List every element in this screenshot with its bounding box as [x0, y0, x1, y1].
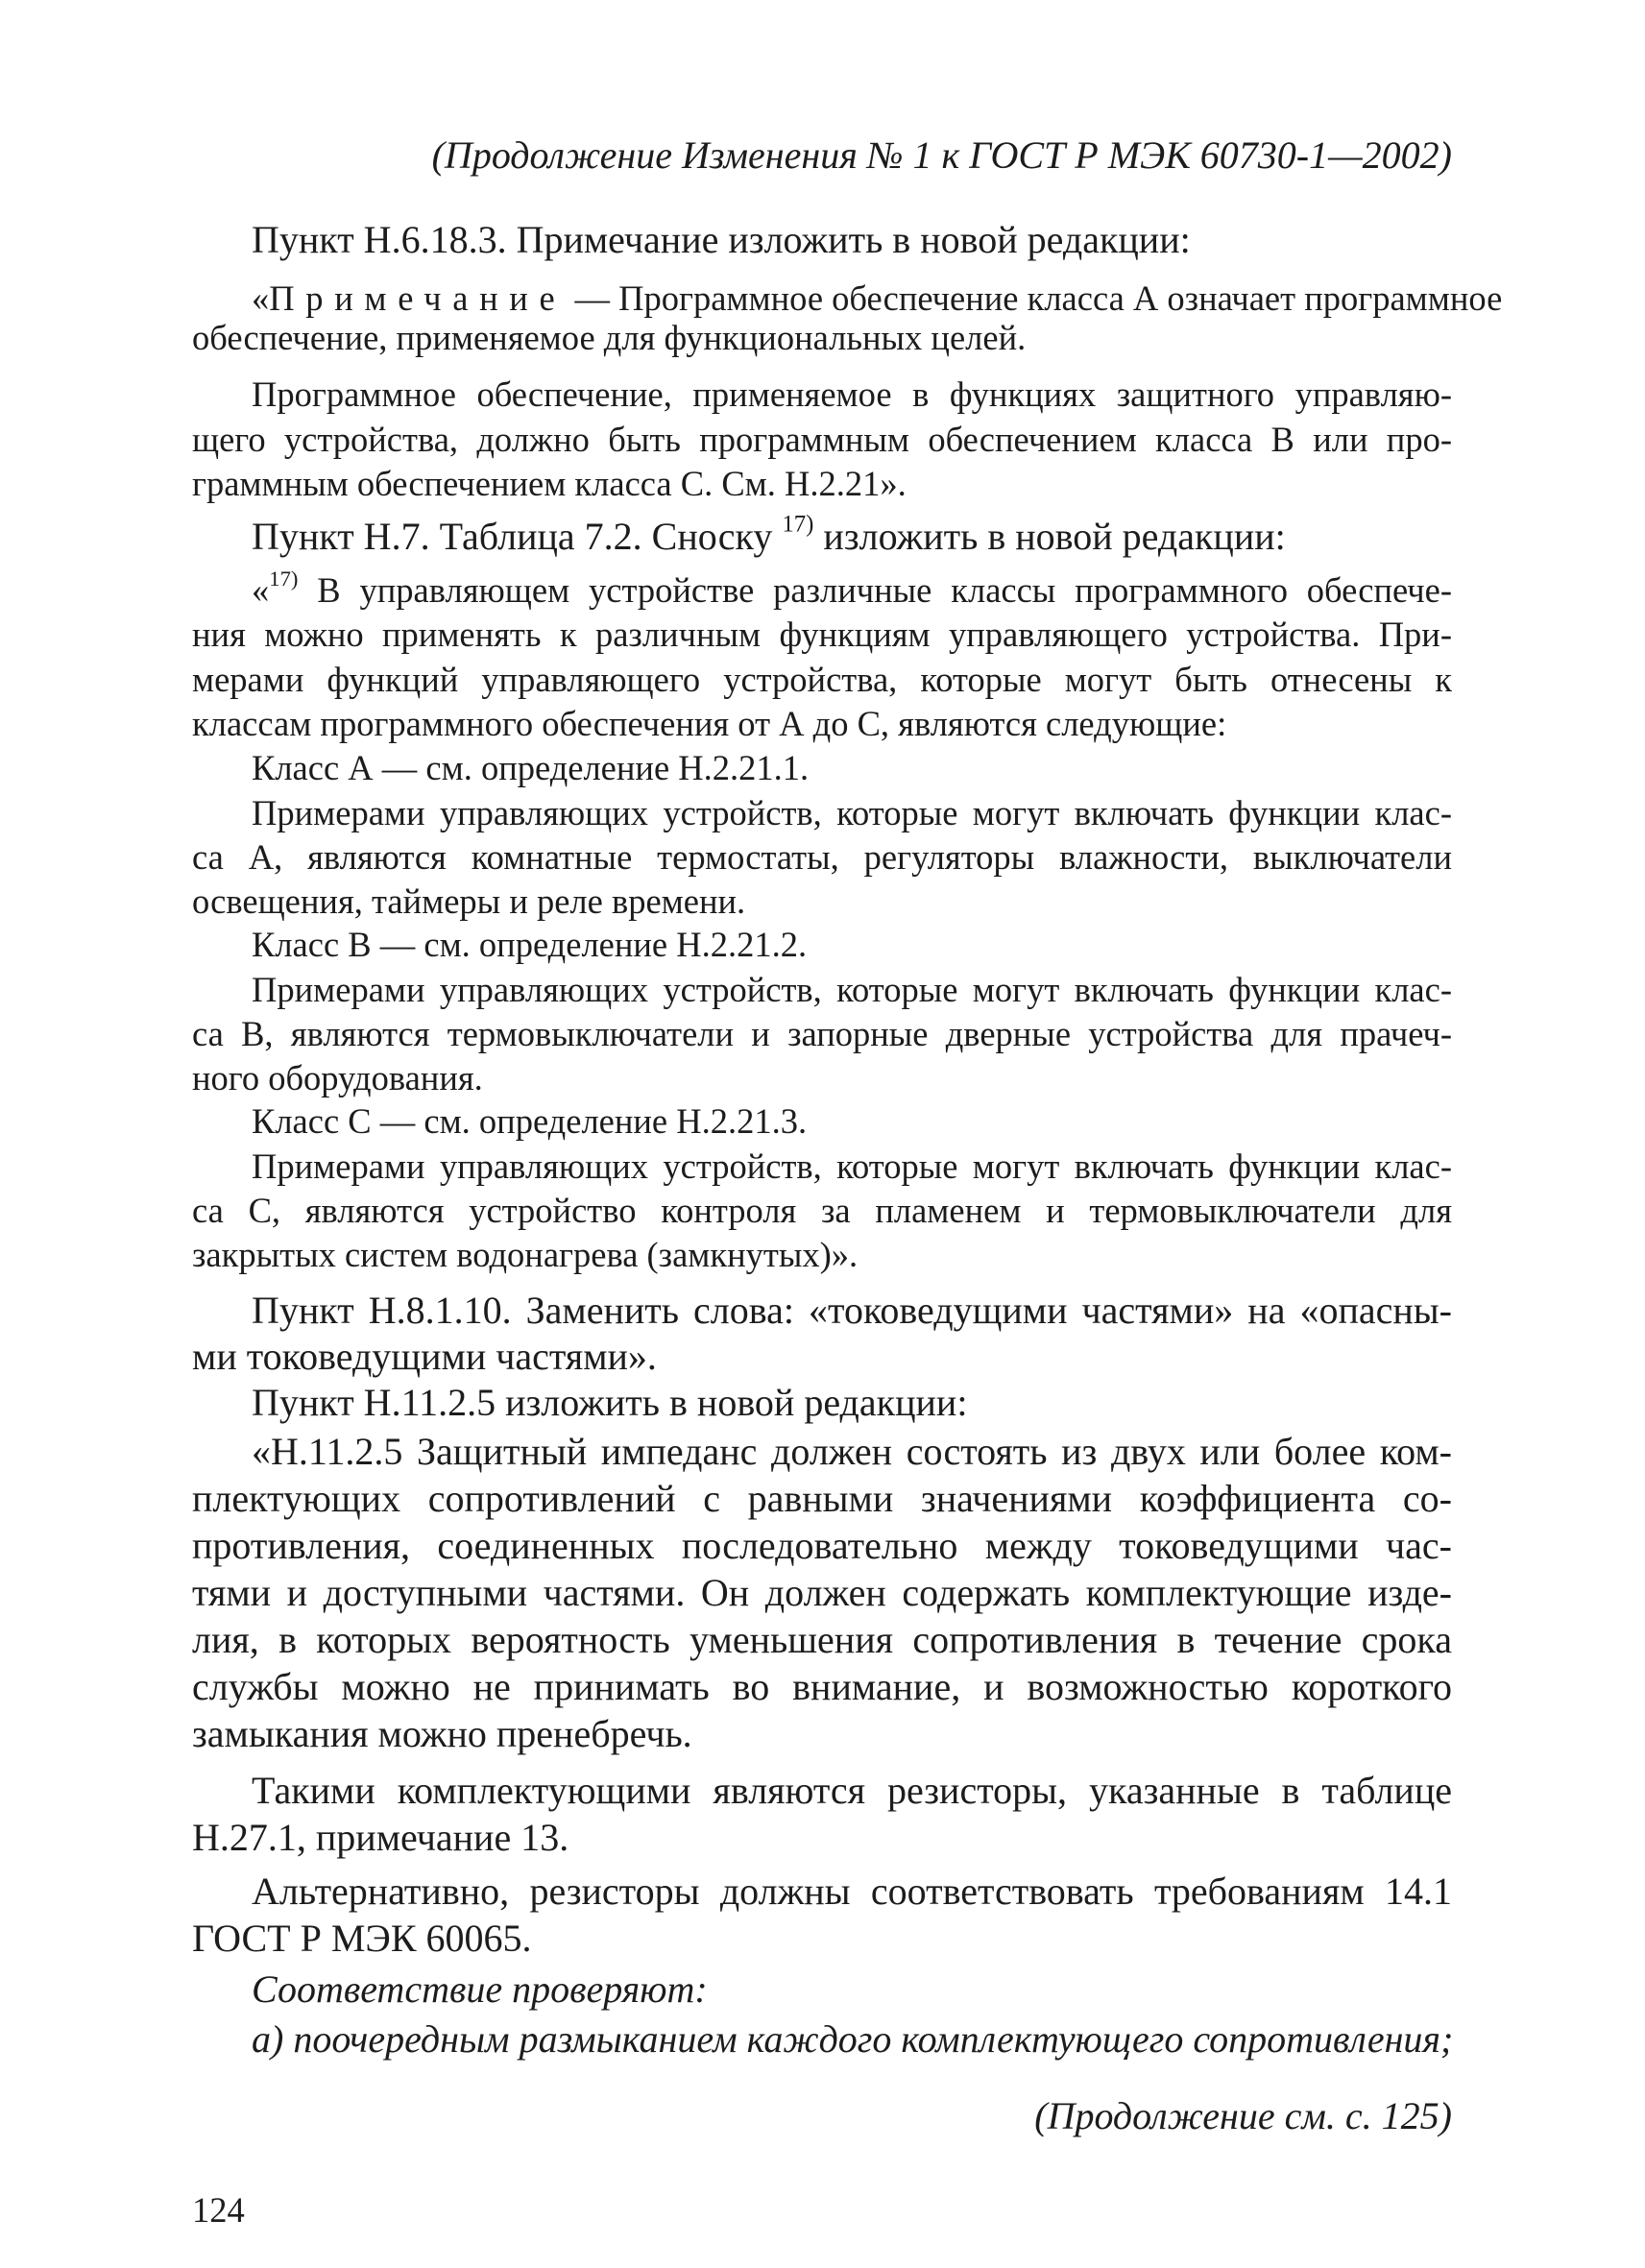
section-heading-h8-1-10: Пункт Н.8.1.10. Заменить слова: «токоведущими частями» на «опасны- [252, 1289, 1452, 1332]
section-heading-h11-2-5: Пункт Н.11.2.5 изложить в новой редакции: [252, 1381, 968, 1424]
footnote-text: В управляющем устройстве различные классы программного обеспече- [298, 570, 1452, 610]
paragraph-line: плектующих сопротивлений с равными значениями коэффициента со- [192, 1477, 1452, 1520]
paragraph-line: закрытых систем водонагрева (замкнутых)». [192, 1235, 859, 1274]
paragraph-line: ния можно применять к различным функциям управляющего устройства. При- [192, 615, 1452, 654]
paragraph-line: Примерами управляющих устройств, которые могут включать функции клас- [252, 970, 1452, 1009]
section-heading-h8-1-10-cont: ми токоведущими частями». [192, 1335, 657, 1378]
paragraph-line: Примерами управляющих устройств, которые могут включать функции клас- [252, 1146, 1452, 1186]
class-b-definition: Класс В — см. определение Н.2.21.2. [252, 925, 808, 964]
class-c-definition: Класс С — см. определение Н.2.21.3. [252, 1101, 808, 1141]
footnote-mark: 17) [782, 511, 814, 538]
continued-note: (Продолжение см. с. 125) [1034, 2094, 1452, 2137]
compliance-item-a: а) поочередным размыканием каждого комплектующего сопротивления; [252, 2017, 1454, 2061]
section-heading-h6-18-3: Пункт Н.6.18.3. Примечание изложить в новой редакции: [252, 218, 1191, 261]
paragraph-line: са В, являются термовыключатели и запорные дверные устройства для прачеч- [192, 1014, 1452, 1053]
note-text: Программное обеспечение класса А означает программное [618, 278, 1503, 318]
paragraph-line: ГОСТ Р МЭК 60065. [192, 1917, 532, 1960]
paragraph-line: Альтернативно, резисторы должны соответствовать требованиям 14.1 [252, 1870, 1452, 1913]
note-second-line: обеспечение, применяемое для функциональных целей. [192, 318, 1027, 357]
paragraph-line: са С, являются устройство контроля за пламенем и термовыключатели для [192, 1191, 1452, 1230]
paragraph-line: замыкания можно пренебречь. [192, 1712, 692, 1755]
compliance-heading: Соответствие проверяют: [252, 1967, 708, 2011]
section-heading-h7 [252, 511, 1452, 558]
footnote-mark: 17) [269, 567, 299, 591]
note-dash: — [566, 278, 619, 318]
open-quote: « [252, 570, 270, 610]
note-open-quote: « [252, 278, 270, 318]
paragraph-line: тями и доступными частями. Он должен содержать комплектующие изде- [192, 1571, 1452, 1614]
paragraph-line: классам программного обеспечения от А до С, являются следующие: [192, 704, 1227, 743]
paragraph-line: ного оборудования. [192, 1058, 483, 1098]
paragraph-line: противления, соединенных последовательно между токоведущими час- [192, 1524, 1452, 1567]
note-first-line [252, 278, 1503, 318]
page-header: (Продолжение Изменения № 1 к ГОСТ Р МЭК 60730-1—2002) [431, 133, 1452, 177]
paragraph-line: щего устройства, должно быть программным обеспечением класса В или про- [192, 420, 1452, 459]
paragraph-line: Примерами управляющих устройств, которые могут включать функции клас- [252, 793, 1452, 832]
paragraph-line: Программное обеспечение, применяемое в функциях защитного управляю- [252, 374, 1452, 414]
page-number: 124 [192, 2190, 245, 2230]
paragraph-line: освещения, таймеры и реле времени. [192, 881, 746, 921]
paragraph-line: са А, являются комнатные термостаты, регуляторы влажности, выключатели [192, 837, 1452, 877]
note-label: Примечание [269, 278, 567, 318]
paragraph-line: граммным обеспечением класса С. См. Н.2.21». [192, 464, 907, 503]
heading-text: Пункт Н.7. Таблица 7.2. Сноску [252, 515, 783, 558]
class-a-definition: Класс А — см. определение Н.2.21.1. [252, 748, 810, 787]
paragraph-line: мерами функций управляющего устройства, которые могут быть отнесены к [192, 660, 1452, 699]
paragraph-line: службы можно не принимать во внимание, и возможностью короткого [192, 1665, 1452, 1708]
paragraph-line: Такими комплектующими являются резисторы, указанные в таблице [252, 1769, 1452, 1812]
footnote-first-line [252, 567, 1452, 610]
paragraph-line: лия, в которых вероятность уменьшения сопротивления в течение срока [192, 1618, 1452, 1661]
paragraph-line: Н.27.1, примечание 13. [192, 1816, 569, 1859]
heading-text: изложить в новой редакции: [813, 515, 1286, 558]
paragraph-line: «Н.11.2.5 Защитный импеданс должен состоять из двух или более ком- [252, 1430, 1452, 1473]
